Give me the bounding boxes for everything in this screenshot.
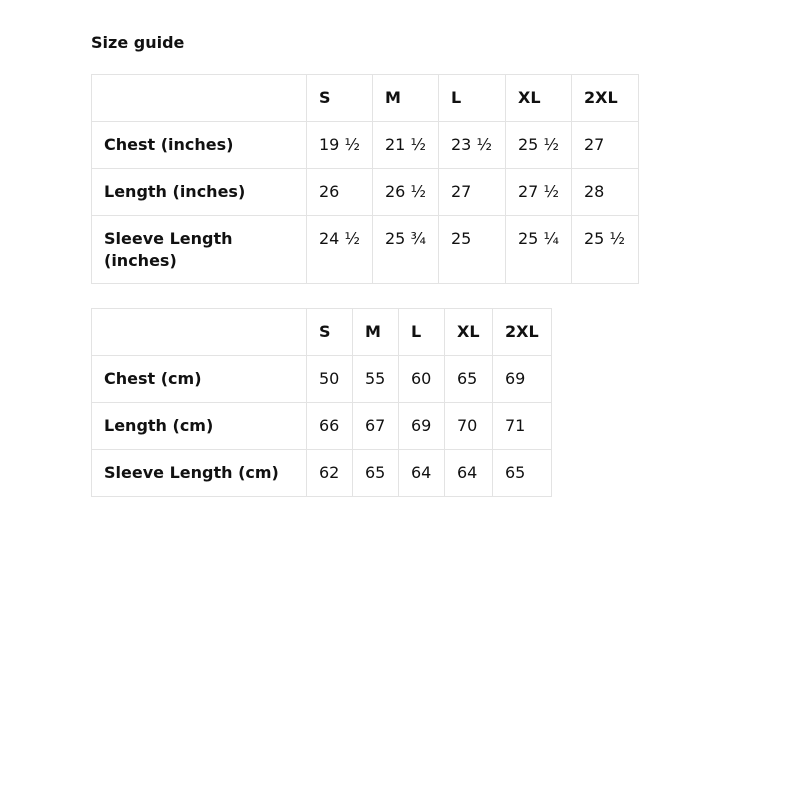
table-cell: 27 ½ (506, 169, 572, 216)
header-cell-l: L (399, 309, 445, 356)
row-label: Length (cm) (92, 403, 307, 450)
table-cell: 55 (353, 356, 399, 403)
table-cell: 66 (307, 403, 353, 450)
table-cell: 67 (353, 403, 399, 450)
table-cell: 62 (307, 450, 353, 497)
table-cell: 27 (439, 169, 506, 216)
row-label: Chest (inches) (92, 122, 307, 169)
row-label: Sleeve Length (cm) (92, 450, 307, 497)
table-cell: 69 (493, 356, 552, 403)
table-cell: 28 (572, 169, 639, 216)
table-cell: 26 (307, 169, 373, 216)
size-table-cm (91, 308, 552, 497)
header-cell-m: M (373, 75, 439, 122)
row-label: Chest (cm) (92, 356, 307, 403)
table-cell: 71 (493, 403, 552, 450)
table-cell: 25 (439, 216, 506, 284)
size-table-inches (91, 74, 639, 284)
row-label: Sleeve Length (inches) (92, 216, 307, 284)
table-cell: 25 ½ (506, 122, 572, 169)
table-cell: 26 ½ (373, 169, 439, 216)
table-cell: 50 (307, 356, 353, 403)
table-header-row (92, 75, 639, 122)
table-cell: 25 ¾ (373, 216, 439, 284)
table-cell: 60 (399, 356, 445, 403)
header-cell-2xl: 2XL (572, 75, 639, 122)
table-cell: 65 (445, 356, 493, 403)
header-cell-xl: XL (506, 75, 572, 122)
table-cell: 25 ¼ (506, 216, 572, 284)
header-cell-xl: XL (445, 309, 493, 356)
header-cell-2xl: 2XL (493, 309, 552, 356)
table-cell: 64 (399, 450, 445, 497)
table-cell: 27 (572, 122, 639, 169)
page-title: Size guide (91, 33, 185, 52)
header-cell-l: L (439, 75, 506, 122)
table-cell: 69 (399, 403, 445, 450)
table-row (92, 216, 639, 284)
table-cell: 25 ½ (572, 216, 639, 284)
table-cell: 21 ½ (373, 122, 439, 169)
header-cell-s: S (307, 75, 373, 122)
table-cell: 70 (445, 403, 493, 450)
table-cell: 64 (445, 450, 493, 497)
table-row (92, 122, 639, 169)
table-cell: 19 ½ (307, 122, 373, 169)
table-row (92, 450, 552, 497)
table-row (92, 403, 552, 450)
header-cell-empty (92, 75, 307, 122)
table-row (92, 356, 552, 403)
header-cell-m: M (353, 309, 399, 356)
header-cell-empty (92, 309, 307, 356)
table-cell: 23 ½ (439, 122, 506, 169)
table-row (92, 169, 639, 216)
table-cell: 65 (493, 450, 552, 497)
row-label: Length (inches) (92, 169, 307, 216)
table-header-row (92, 309, 552, 356)
table-cell: 24 ½ (307, 216, 373, 284)
table-cell: 65 (353, 450, 399, 497)
header-cell-s: S (307, 309, 353, 356)
